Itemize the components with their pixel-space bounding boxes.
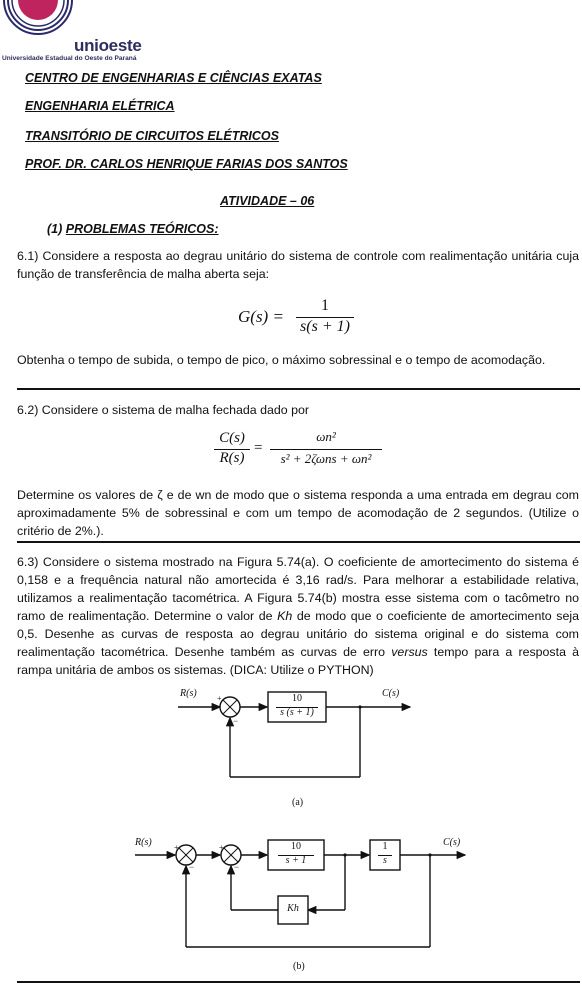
activity-title: ATIVIDADE – 06 [220,194,315,208]
eq-equals-sign: = [254,440,263,456]
diagram-b-integrator-denominator: s [383,855,387,866]
divider-bottom [17,981,580,983]
diagram-a-block-numerator: 10 [292,693,302,704]
diagram-b-integrator-numerator: 1 [382,841,388,852]
diagram-a-input-label: R(s) [180,688,197,699]
problem-6-1-intro: 6.1) Considere a resposta ao degrau unitário do sistema de controle com realimentação unitária cuja função de transferência de malha aberta seja: [17,249,579,281]
section-title: PROBLEMAS TEÓRICOS: [65,222,219,236]
divider-2 [17,541,580,543]
divider-1 [17,388,580,390]
diagram-b-outer-plus-sign: + [174,843,179,852]
eq-c-numerator-lhs: C(s) [219,430,245,446]
logo-brand: unioeste [74,36,142,55]
p3-text-b: de modo que o coeficiente de amortecimento seja 0,5. Desenhe as curvas de resposta ao degrau unitário do sistema original e do sistema com realimentação tacométrica. Desenhe também as curvas de erro [17,609,579,659]
section-heading [47,222,219,236]
header-subject: TRANSITÓRIO DE CIRCUITOS ELÉTRICOS [25,129,279,143]
header-course: ENGENHARIA ELÉTRICA [25,99,175,113]
diagram-a-output-label: C(s) [382,688,400,699]
diagram-a-plus-sign: + [217,694,222,703]
block-diagram-b [130,832,470,977]
header-center: CENTRO DE ENGENHARIAS E CIÊNCIAS EXATAS [25,71,322,85]
diagram-b-input-label: R(s) [135,837,152,848]
diagram-b-tachometer-gain: Kh [287,903,299,914]
problem-6-2-question: Determine os valores de ζ e de wn de modo que o sistema responda a uma entrada em degrau com aproximadamente 5% de sobressinal e com um tempo de acomodação de 2 segundos. (Utilize o critério de 2%.). [17,488,579,538]
diagram-b-plant-denominator: s + 1 [285,855,307,866]
problem-6-3-text [17,553,579,679]
header-professor: PROF. DR. CARLOS HENRIQUE FARIAS DOS SANTOS [25,157,348,171]
diagram-b-plant-numerator: 10 [291,841,301,852]
p3-kh: Kh [277,609,293,623]
p3-versus: versus [391,645,428,659]
diagram-b-outer-minus-sign: − [189,862,195,872]
block-diagram-a [170,682,420,812]
p3-text-c: tempo para a resposta à rampa unitária de ambos os sistemas. (DICA: Utilize o PYTHON) [17,645,579,677]
diagram-b-output-label: C(s) [443,837,461,848]
eq-omega-numerator: ωn² [316,429,336,444]
diagram-b-caption: (b) [293,961,305,972]
diagram-a-block-denominator: s (s + 1) [280,707,314,718]
section-number: (1) [47,222,66,236]
diagram-b-inner-minus-sign: − [234,862,240,872]
diagram-a-minus-sign: − [233,716,239,726]
eq-g-denominator: s(s + 1) [300,318,350,335]
eq-r-denominator-lhs: R(s) [219,450,245,466]
eq-g-lhs: G(s) = [238,307,284,326]
eq-g-numerator: 1 [321,297,329,314]
equation-g-of-s [238,299,368,339]
diagram-a-caption: (a) [292,797,304,808]
diagram-b-inner-plus-sign: + [219,843,224,852]
problem-6-1-question: Obtenha o tempo de subida, o tempo de pico, o máximo sobressinal e o tempo de acomodação. [17,353,546,367]
problem-6-2-intro: 6.2) Considere o sistema de malha fechada dado por [17,403,310,417]
equation-closed-loop [214,430,384,474]
university-seal-logo [0,0,80,52]
logo-subtitle: Universidade Estadual do Oeste do Paraná [2,55,137,62]
p3-text-a: 6.3) Considere o sistema mostrado na Figura 5.74(a). O coeficiente de amortecimento do sistema é 0,158 e a frequência natural não amortecida é 3,16 rad/s. Para melhorar a estabilidade relativa, utilizamos a realimentação tacométrica. A Figura 5.74(b) mostra esse sistema com o tacômetro no ramo de realimentação. Determine o valor de [17,555,579,623]
eq-characteristic-denominator: s² + 2ζωns + ωn² [280,451,372,466]
eq-rhs-fraction-bar [270,449,382,450]
